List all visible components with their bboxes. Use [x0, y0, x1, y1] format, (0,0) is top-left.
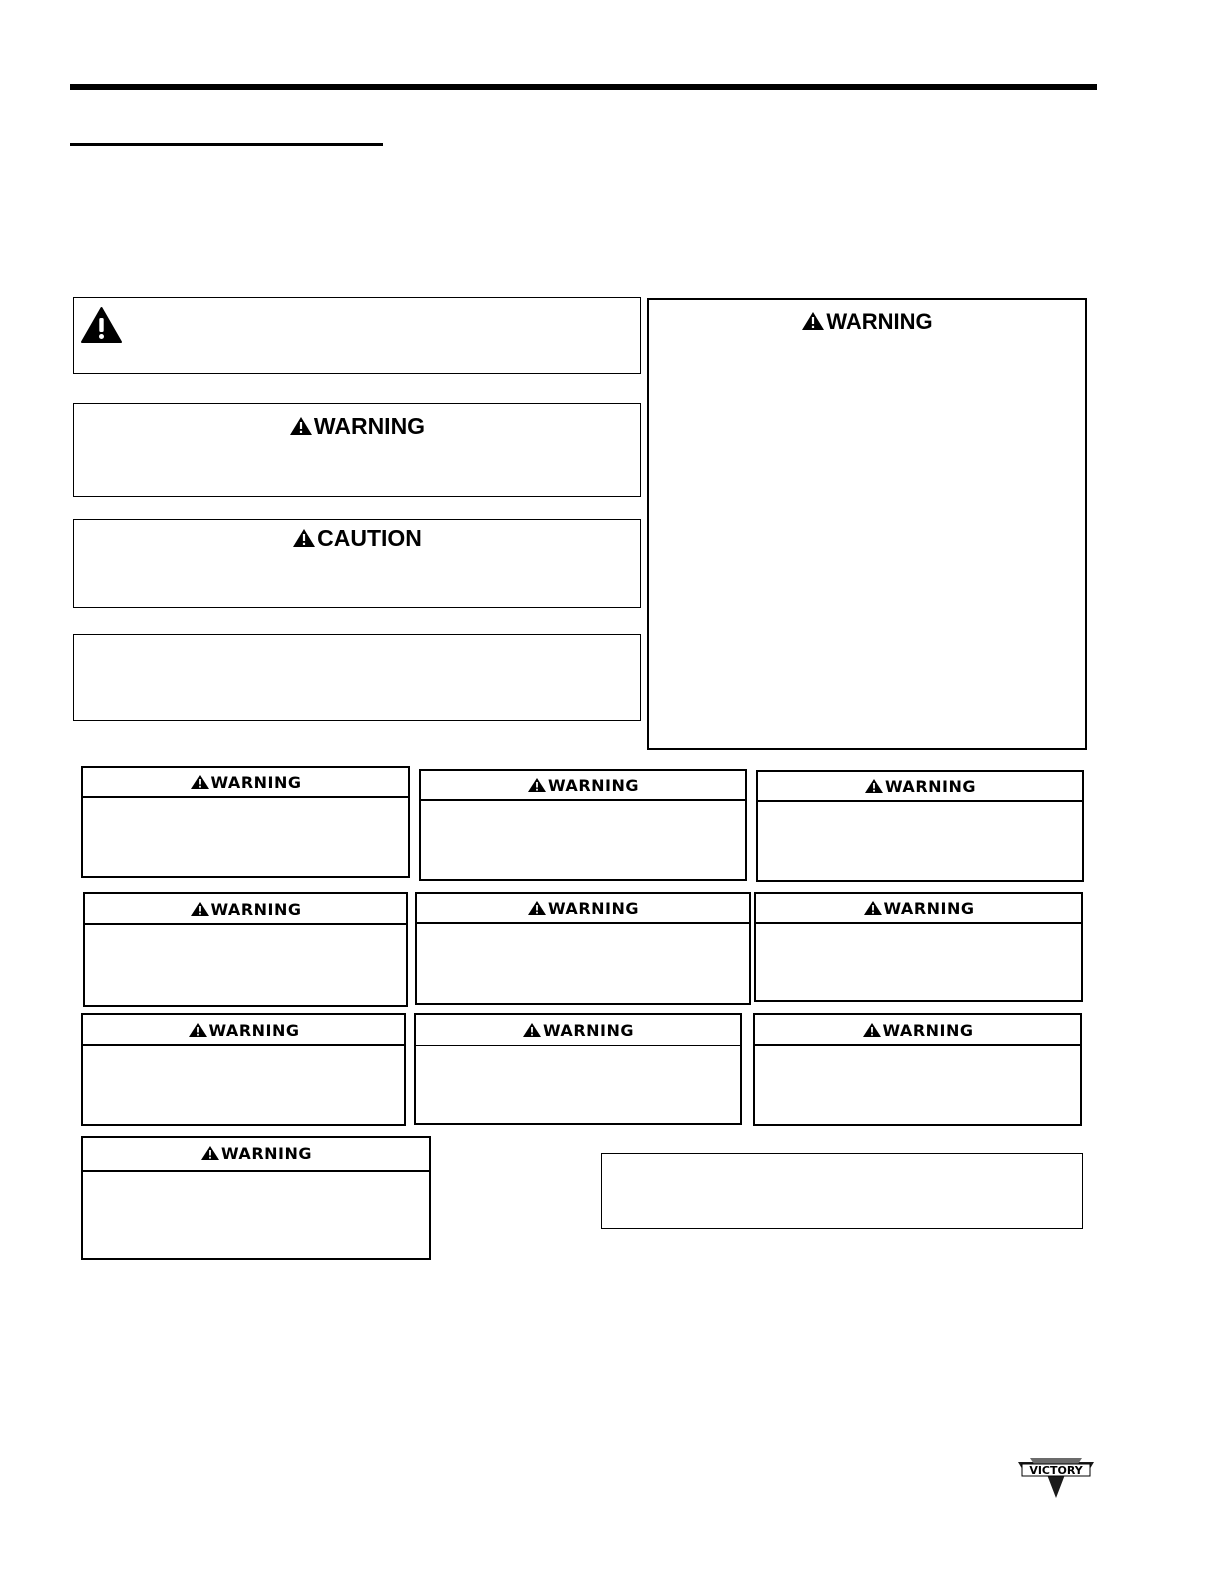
label-header: WARNING [83, 768, 408, 798]
note-box [601, 1153, 1083, 1229]
label-header: WARNING [85, 894, 406, 925]
warning-label [756, 770, 1084, 882]
warning-label [83, 892, 408, 1007]
label-header: WARNING [755, 1015, 1080, 1046]
warning-triangle-icon [200, 1145, 220, 1161]
warning-definition-box [73, 403, 641, 497]
warning-triangle-icon [289, 416, 313, 436]
warning-label [753, 1013, 1082, 1126]
warning-triangle-icon [190, 774, 210, 790]
warning-label [81, 1136, 431, 1260]
warning-triangle-icon [864, 778, 884, 794]
warning-triangle-icon [862, 1022, 882, 1038]
warning-label [419, 769, 747, 881]
label-header: WARNING [83, 1015, 404, 1046]
label-header: WARNING [83, 1138, 429, 1172]
warning-panel [647, 298, 1087, 750]
warning-triangle-icon [863, 900, 883, 916]
label-header: WARNING [756, 894, 1081, 924]
warning-triangle-icon [80, 306, 123, 344]
warning-label [414, 1013, 742, 1125]
warning-triangle-icon [190, 901, 210, 917]
caution-definition-box [73, 519, 641, 608]
warning-triangle-icon [292, 528, 316, 548]
warning-triangle-icon [527, 777, 547, 793]
safety-alert-symbol-box [73, 297, 641, 374]
warning-triangle-icon [527, 900, 547, 916]
warning-label [81, 766, 410, 878]
panel-signal-word: WARNING [649, 310, 1085, 334]
label-header: WARNING [758, 772, 1082, 802]
header-rule [70, 84, 1097, 90]
warning-label [754, 892, 1083, 1002]
label-header: WARNING [421, 771, 745, 801]
label-header: WARNING [417, 894, 749, 924]
victory-logo [1016, 1450, 1096, 1502]
warning-label [81, 1013, 406, 1126]
section-heading-underline [70, 143, 383, 146]
warning-label [415, 892, 751, 1005]
warning-triangle-icon [801, 311, 825, 331]
note-definition-box [73, 634, 641, 721]
warning-triangle-icon [188, 1022, 208, 1038]
caution-signal-word: CAUTION [74, 526, 640, 550]
logo-text: VICTORY [1029, 1464, 1083, 1477]
warning-triangle-icon [522, 1022, 542, 1038]
warning-signal-word: WARNING [74, 414, 640, 438]
label-header: WARNING [416, 1015, 740, 1046]
